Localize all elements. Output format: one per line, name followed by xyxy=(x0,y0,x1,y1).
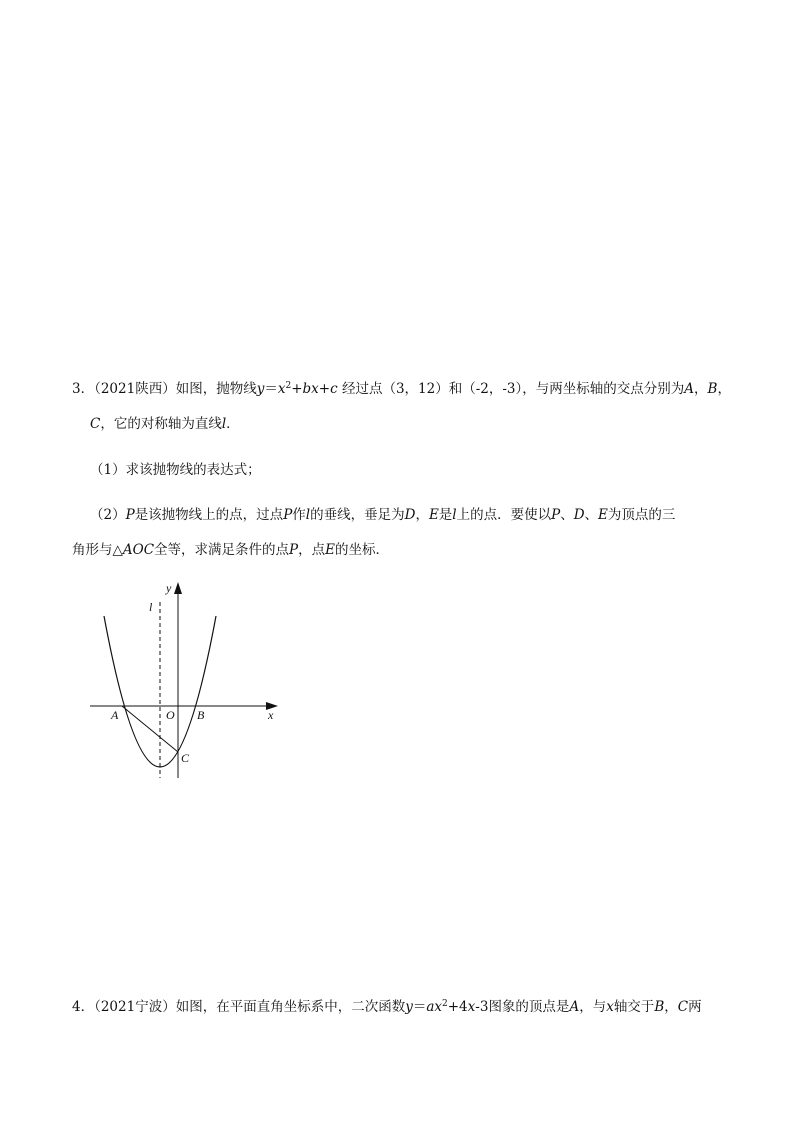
text: 是 xyxy=(438,507,453,523)
text: （2） xyxy=(90,507,126,523)
point-d: D xyxy=(573,507,585,523)
text: 的垂线，垂足为 xyxy=(310,507,405,523)
point-p: P xyxy=(551,507,561,523)
label-o: O xyxy=(166,708,175,722)
question-2-line-1 xyxy=(90,505,675,525)
label-x: x xyxy=(268,708,274,722)
equation-x: x xyxy=(277,381,286,397)
point-e: E xyxy=(325,542,335,558)
point-c: C xyxy=(90,416,101,432)
parabola-figure xyxy=(86,578,286,783)
point-d: D xyxy=(404,507,416,523)
point-e: E xyxy=(598,507,608,523)
point-b: B xyxy=(654,999,665,1015)
text: 是该抛物线上的点，过点 xyxy=(134,507,284,523)
equation-bx: bx xyxy=(302,381,319,397)
triangle-aoc: AOC xyxy=(122,542,155,558)
point-a: A xyxy=(569,999,580,1015)
text: ，点 xyxy=(298,542,326,558)
line-l: l xyxy=(221,416,227,432)
equation-x: x xyxy=(467,999,476,1015)
equation-ax: ax xyxy=(426,999,443,1015)
problem-3-line-1 xyxy=(72,379,731,399)
line-l: l xyxy=(305,507,311,523)
point-p: P xyxy=(125,507,135,523)
text: 全等，求满足条件的点 xyxy=(154,542,290,558)
point-e: E xyxy=(428,507,439,523)
text: 为顶点的三 xyxy=(607,507,676,523)
text: 、 xyxy=(560,507,574,523)
equation-term: -3 xyxy=(475,999,489,1015)
label-l: l xyxy=(149,600,153,614)
equation-c: c xyxy=(330,381,338,397)
text: 、 xyxy=(584,507,599,523)
point-p: P xyxy=(283,507,293,523)
text: 经过点（3，12）和（-2，-3），与两坐标轴的交点分别为 xyxy=(337,381,685,397)
line-l: l xyxy=(452,507,457,523)
text: 作 xyxy=(292,507,306,523)
equation-y: y xyxy=(256,381,265,397)
text: ， xyxy=(415,507,429,523)
equation-equals: ＝ xyxy=(412,999,427,1015)
text: 上的点．要使以 xyxy=(456,507,552,523)
point-b: B xyxy=(707,381,718,397)
problem-number: 4． xyxy=(72,999,95,1015)
text: 角形与△ xyxy=(72,542,123,558)
point-c: C xyxy=(677,999,689,1015)
question-1-text: （1）求该抛物线的表达式； xyxy=(90,462,261,478)
point-p: P xyxy=(289,542,299,558)
label-c: C xyxy=(181,751,190,765)
y-axis-arrow xyxy=(174,582,182,594)
text: ， xyxy=(694,381,708,397)
text: 如图，抛物线 xyxy=(175,381,257,397)
equation-exponent: 2 xyxy=(285,381,292,391)
axis-x: x xyxy=(606,999,614,1015)
problem-source: （2021陕西） xyxy=(94,381,176,397)
question-1 xyxy=(90,460,261,480)
equation-y: y xyxy=(405,999,413,1015)
question-2-line-2 xyxy=(72,540,389,560)
problem-4-line-1 xyxy=(72,997,702,1017)
text: ． xyxy=(226,416,240,432)
text: ， xyxy=(717,381,731,397)
text: 如图，在平面直角坐标系中，二次函数 xyxy=(175,999,406,1015)
equation-exponent: 2 xyxy=(442,999,448,1009)
point-a: A xyxy=(684,381,695,397)
label-b: B xyxy=(197,708,205,722)
text: 图象的顶点是 xyxy=(488,999,570,1015)
equation-plus: + xyxy=(291,381,303,397)
text: ， xyxy=(664,999,678,1015)
label-y: y xyxy=(166,581,172,595)
text: 轴交于 xyxy=(613,999,655,1015)
text: 两 xyxy=(688,999,702,1015)
equation-equals: ＝ xyxy=(264,381,278,397)
text: ，与 xyxy=(579,999,607,1015)
problem-source: （2021宁波） xyxy=(94,999,176,1015)
problem-3-line-2 xyxy=(90,414,240,434)
problem-number: 3． xyxy=(72,381,95,397)
label-a: A xyxy=(111,708,119,722)
equation-plus: + xyxy=(318,381,331,397)
text: ，它的对称轴为直线 xyxy=(100,416,222,432)
text: 的坐标． xyxy=(335,542,389,558)
equation-term: +4 xyxy=(447,999,468,1015)
